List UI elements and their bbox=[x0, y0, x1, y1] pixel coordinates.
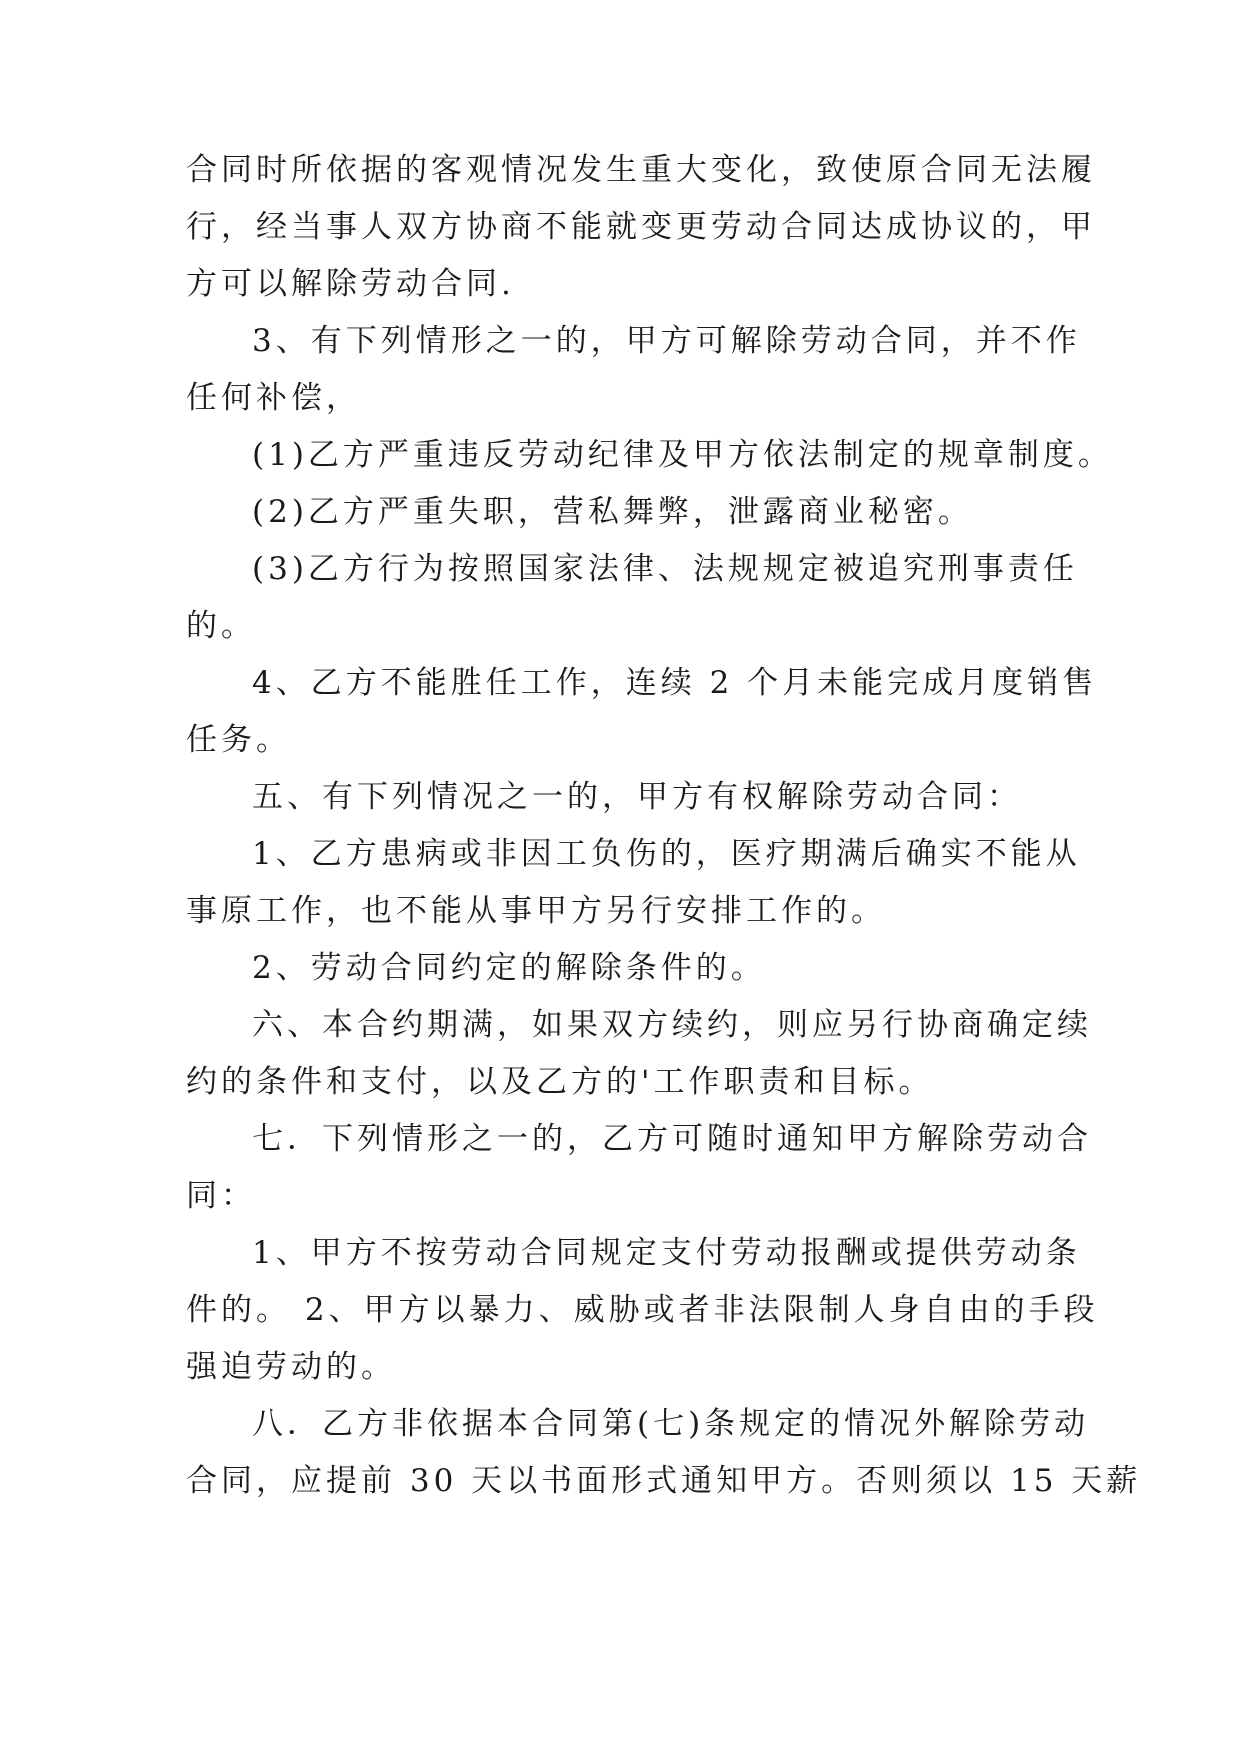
text-line: (1)乙方严重违反劳动纪律及甲方依法制定的规章制度。 bbox=[252, 437, 1113, 473]
text-line: 五、有下列情况之一的，甲方有权解除劳动合同： bbox=[252, 779, 1022, 815]
text-line: 任何补偿， bbox=[186, 380, 361, 416]
text-line: 合同，应提前 30 天以书面形式通知甲方。否则须以 15 天薪 bbox=[186, 1463, 1142, 1499]
text-line: 行，经当事人双方协商不能就变更劳动合同达成协议的，甲 bbox=[186, 209, 1096, 245]
text-line: 1、乙方患病或非因工负伤的，医疗期满后确实不能从 bbox=[252, 836, 1081, 872]
text-line: 合同时所依据的客观情况发生重大变化，致使原合同无法履 bbox=[186, 152, 1096, 188]
text-line: 1、甲方不按劳动合同规定支付劳动报酬或提供劳动条 bbox=[252, 1235, 1081, 1271]
text-line: 2、劳动合同约定的解除条件的。 bbox=[252, 950, 766, 986]
text-line: 的。 bbox=[186, 608, 256, 644]
text-line: 强迫劳动的。 bbox=[186, 1349, 396, 1385]
text-line: 约的条件和支付，以及乙方的'工作职责和目标。 bbox=[186, 1064, 934, 1100]
text-line: 任务。 bbox=[186, 722, 291, 758]
text-line: 事原工作，也不能从事甲方另行安排工作的。 bbox=[186, 893, 886, 929]
text-line: (3)乙方行为按照国家法律、法规规定被追究刑事责任 bbox=[252, 551, 1078, 587]
text-line: (2)乙方严重失职，营私舞弊，泄露商业秘密。 bbox=[252, 494, 973, 530]
text-line: 方可以解除劳动合同. bbox=[186, 266, 515, 302]
text-line: 件的。 2、甲方以暴力、威胁或者非法限制人身自由的手段 bbox=[186, 1292, 1099, 1328]
text-line: 4、乙方不能胜任工作，连续 2 个月未能完成月度销售 bbox=[252, 665, 1098, 701]
text-line: 六、本合约期满，如果双方续约，则应另行协商确定续 bbox=[252, 1007, 1092, 1043]
text-line: 同： bbox=[186, 1178, 256, 1214]
text-line: 七．下列情形之一的，乙方可随时通知甲方解除劳动合 bbox=[252, 1121, 1092, 1157]
text-line: 八．乙方非依据本合同第(七)条规定的情况外解除劳动 bbox=[252, 1406, 1090, 1442]
text-line: 3、有下列情形之一的，甲方可解除劳动合同，并不作 bbox=[252, 323, 1081, 359]
